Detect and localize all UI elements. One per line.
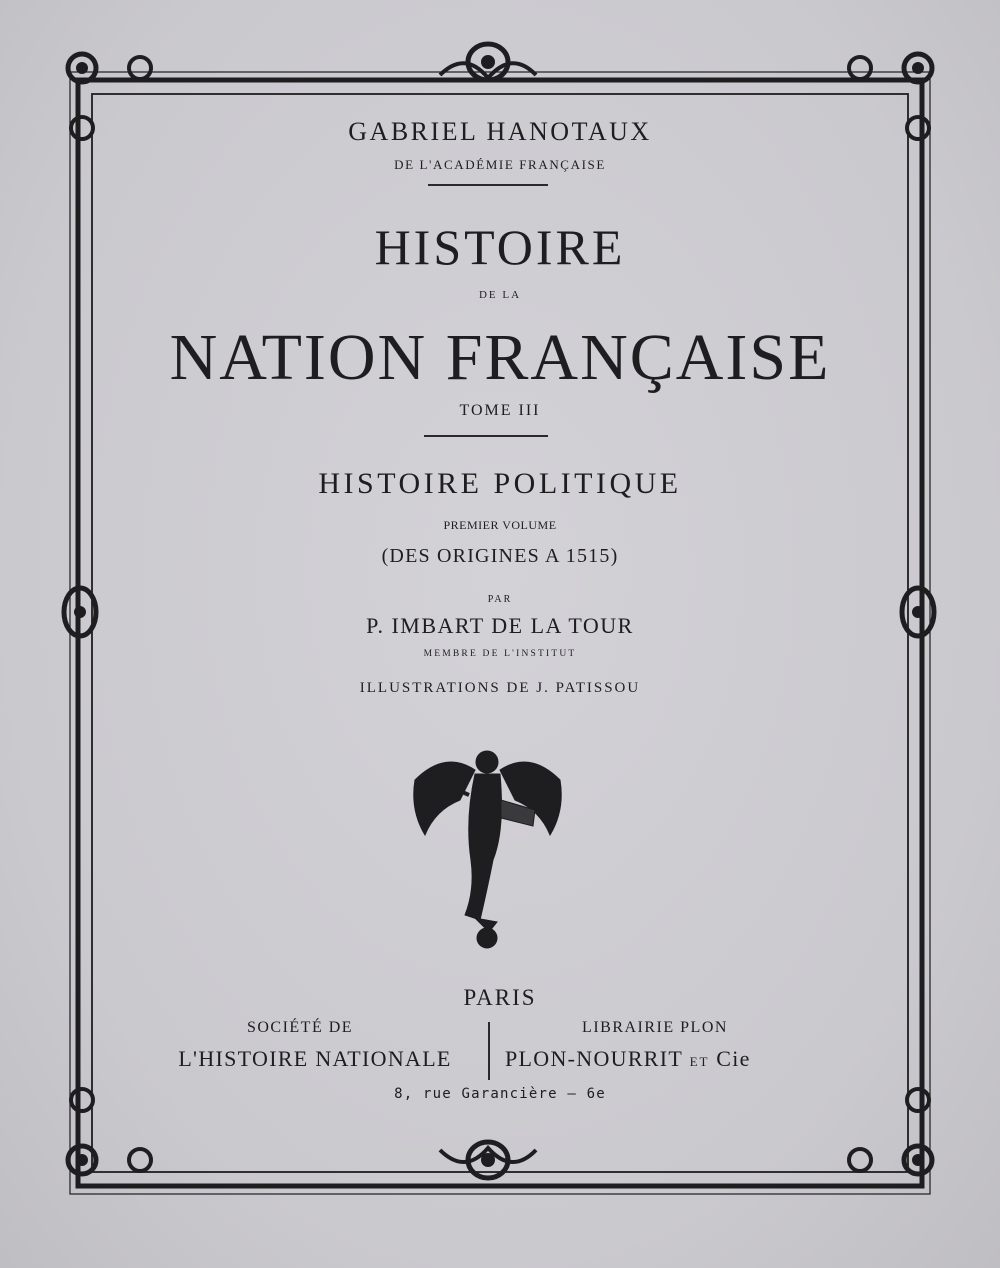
publication-city: PARIS [463,985,537,1010]
publisher-1-line-2: L'HISTOIRE NATIONALE [178,1046,452,1071]
title-line-2: DE LA [478,289,522,301]
publisher-2-name: PLON-NOURRIT [505,1046,683,1071]
title-line-1: HISTOIRE [374,219,626,275]
author-name: GABRIEL HANOTAUX [348,117,652,146]
divider-middle [424,435,548,437]
publisher-address: 8, rue Garancière — 6e [394,1086,606,1102]
contributor-affiliation: MEMBRE DE L'INSTITUT [423,649,577,659]
tome-number: TOME III [459,402,541,419]
publisher-2-cie: Cie [716,1046,751,1071]
top-mid-ornament [440,44,536,80]
publisher-2-line-1: LIBRAIRIE PLON [582,1019,728,1036]
author-affiliation: DE L'ACADÉMIE FRANÇAISE [394,157,606,172]
subtitle: HISTOIRE POLITIQUE [318,467,682,500]
publisher-1-line-1: SOCIÉTÉ DE [246,1019,354,1036]
divider-top [428,184,548,186]
contributor-name: P. IMBART DE LA TOUR [366,613,634,638]
title-line-3: NATION FRANÇAISE [169,321,831,394]
publisher-2-et: ET [689,1054,710,1069]
publisher-2-line-2 [505,1046,835,1072]
publisher-separator [488,1022,490,1080]
period-label: (DES ORIGINES A 1515) [381,545,619,567]
winged-figure-vignette [405,740,570,950]
volume-label: PREMIER VOLUME [443,518,557,532]
illustrator-credit: ILLUSTRATIONS DE J. PATISSOU [359,680,641,696]
by-label: PAR [487,594,513,605]
